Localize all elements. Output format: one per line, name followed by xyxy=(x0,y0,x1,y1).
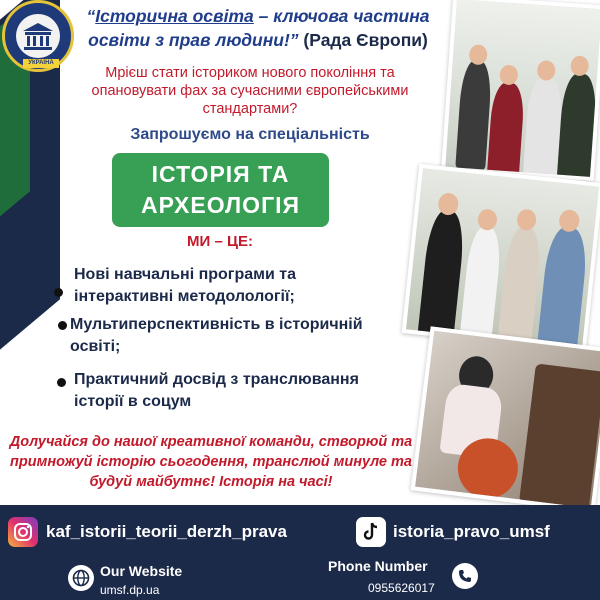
phone-number[interactable]: 0955626017 xyxy=(368,581,435,595)
specialty-box xyxy=(112,153,329,227)
bullet-dot xyxy=(54,288,63,297)
university-logo xyxy=(2,0,74,72)
globe-icon xyxy=(68,565,94,591)
bullet-item-1: Нові навчальні програми та інтерактивні методолології; xyxy=(74,266,296,305)
website-title: Our Website xyxy=(100,563,183,579)
photo-students-2 xyxy=(402,164,600,352)
invite-text: Запрошуємо на спеціальність xyxy=(130,126,370,143)
bullet-dot xyxy=(57,378,66,387)
instagram-handle[interactable]: kaf_istorii_teorii_derzh_prava xyxy=(46,522,287,541)
dream-text: Мрієш стати істориком нового покоління та опановувати фах за сучасними європейськими стандартами? xyxy=(91,65,409,117)
specialty-line-1: ІСТОРІЯ ТА xyxy=(151,161,290,187)
quote-heading xyxy=(78,4,438,52)
bullet-item-2: Мультиперспективність в історичній освіті; xyxy=(70,316,363,355)
tiktok-handle[interactable]: istoria_pravo_umsf xyxy=(393,522,550,541)
quote-highlight: Історична освіта xyxy=(95,6,254,26)
photo-museum xyxy=(411,326,600,512)
phone-title: Phone Number xyxy=(328,558,428,574)
quote-source: (Рада Європи) xyxy=(298,30,428,50)
bullet-item-3: Практичний досвід з транслювання історії в соцум xyxy=(74,371,359,410)
specialty-line-2: АРХЕОЛОГІЯ xyxy=(140,192,301,218)
photo-students-1 xyxy=(441,0,600,181)
tiktok-icon[interactable] xyxy=(356,517,386,547)
logo-ribbon: УКРАЇНА xyxy=(23,59,59,68)
bullet-dot xyxy=(58,321,67,330)
instagram-icon[interactable] xyxy=(8,517,38,547)
footer-bar xyxy=(0,505,600,600)
quote-open: “ xyxy=(86,6,96,26)
we-are-heading: МИ – ЦЕ: xyxy=(187,233,253,250)
call-to-action: Долучайся до нашої креативної команди, створюй та примножуй історію сьогодення, транслюй минуле та будуй майбутнє! Історія на часі! xyxy=(9,434,413,490)
website-url[interactable]: umsf.dp.ua xyxy=(100,583,160,597)
phone-icon[interactable] xyxy=(452,563,478,589)
quote-rest: – ключова частина освіти з прав людини!” xyxy=(88,6,430,50)
building-icon xyxy=(16,14,60,58)
